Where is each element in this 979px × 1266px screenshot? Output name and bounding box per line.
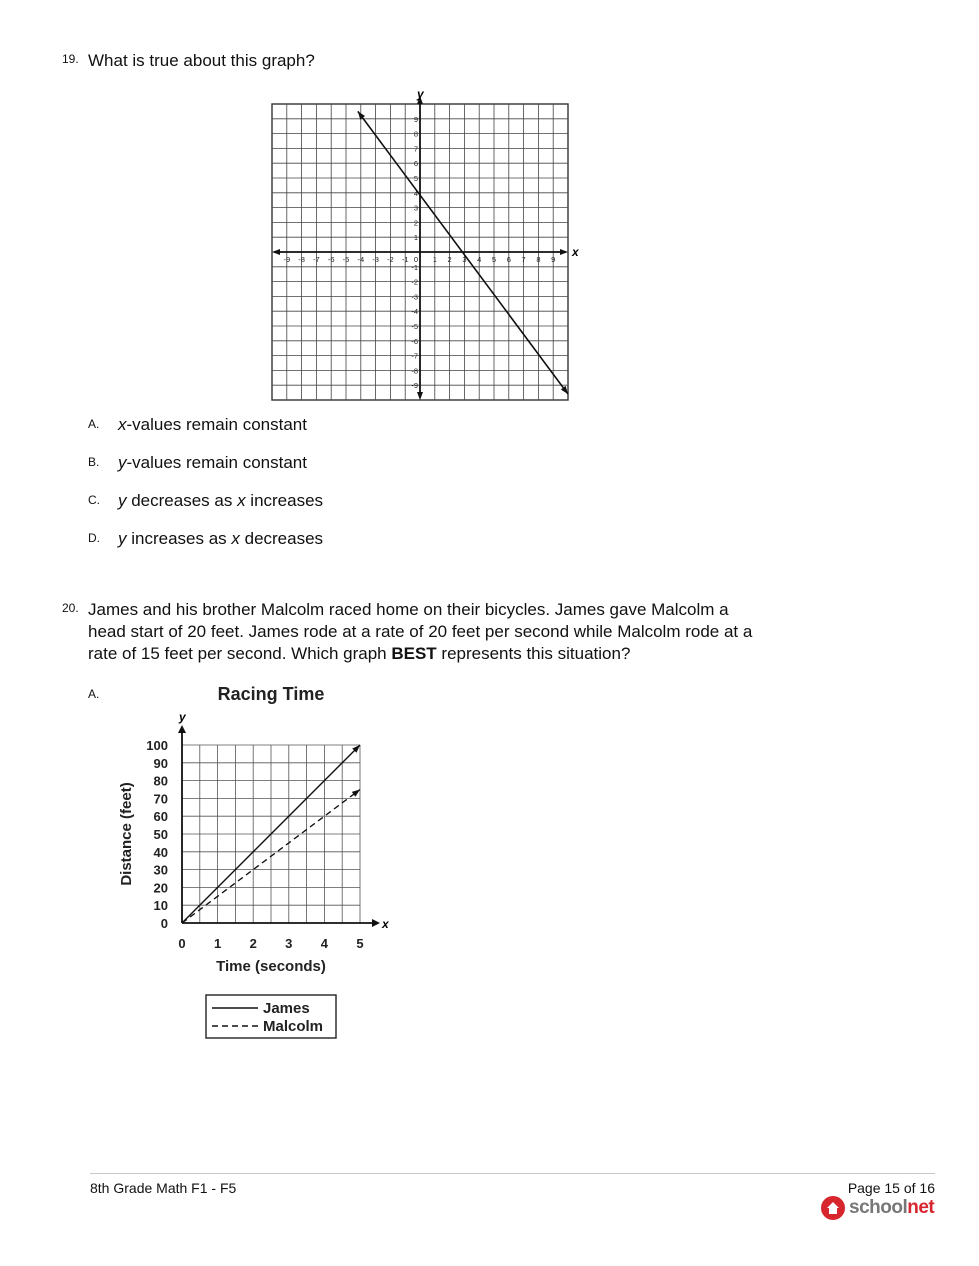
y-tick-label: 80: [153, 773, 168, 789]
footer-course-title: 8th Grade Math F1 - F5: [90, 1180, 237, 1196]
x-tick-label: -7: [313, 255, 320, 264]
option-b-text[interactable]: [118, 453, 307, 473]
y-axis-label: y: [417, 87, 424, 101]
x-axis-arrow: [372, 919, 380, 927]
x-tick-label: 8: [536, 255, 541, 264]
coordinate-plane-graph: [268, 87, 579, 410]
option-c-mid-italic: x: [237, 491, 246, 510]
option-b-rest: -values remain constant: [126, 453, 307, 472]
y-tick-label: 0: [160, 916, 168, 931]
y-tick-label: -4: [411, 307, 418, 317]
x-tick-label: 1: [213, 936, 222, 951]
racing-time-chart[interactable]: [110, 680, 400, 1045]
x-tick-label: 6: [506, 255, 511, 264]
y-tick-label: 60: [153, 809, 168, 825]
option-c-letter: C.: [88, 493, 100, 507]
y-tick-label: -5: [411, 322, 418, 331]
question-19-number: 19.: [62, 52, 79, 66]
y-tick-label: 7: [413, 144, 418, 154]
question-20-line2: head start of 20 feet. James rode at a rate of 20 feet per second while Malcolm rode at a: [88, 622, 753, 641]
x-tick-label: 0: [178, 936, 186, 951]
y-tick-label: 40: [153, 844, 168, 860]
question-20-line1: James and his brother Malcolm raced home on their bicycles. James gave Malcolm a: [88, 600, 729, 619]
y-tick-label: 1: [413, 233, 418, 243]
chart-title: Racing Time: [217, 684, 325, 704]
y-axis-arrow: [178, 725, 186, 733]
x-tick-label: -2: [387, 255, 394, 264]
logo-text-main: school: [849, 1197, 908, 1218]
question-20-number: 20.: [62, 601, 79, 615]
option-d-text[interactable]: [118, 529, 323, 549]
y-tick-label: 30: [153, 862, 168, 878]
y-axis-letter: y: [179, 710, 186, 724]
x-axis-letter: x: [382, 917, 389, 931]
y-tick-label: 50: [153, 827, 168, 842]
footer-page-number: Page 15 of 16: [847, 1180, 935, 1196]
y-tick-label: 6: [413, 159, 418, 169]
y-tick-label: -2: [411, 277, 418, 287]
x-tick-label: -8: [298, 255, 305, 264]
x-axis-arrow-right: [560, 249, 568, 255]
y-tick-label: 10: [153, 898, 168, 914]
option-a-italic: x: [118, 415, 127, 434]
question-20-line3-pre: rate of 15 feet per second. Which graph: [88, 644, 392, 663]
option-c-mid: decreases as: [126, 491, 238, 510]
y-tick-label: -6: [411, 336, 418, 346]
y-tick-label: 9: [413, 114, 418, 124]
y-tick-label: -3: [411, 292, 418, 302]
x-tick-label: -3: [372, 255, 379, 264]
q20-option-a-letter: A.: [88, 687, 100, 701]
schoolnet-logo: [820, 1195, 934, 1221]
option-a-text[interactable]: [118, 415, 307, 435]
y-tick-label: 100: [146, 738, 168, 753]
series-arrow-malcolm: [352, 790, 360, 797]
x-tick-label: 0: [413, 255, 419, 264]
question-20-line3-post: represents this situation?: [436, 644, 631, 663]
option-c-text[interactable]: [118, 491, 323, 511]
y-tick-label: 20: [153, 880, 168, 896]
question-19-text: What is true about this graph?: [88, 51, 315, 70]
footer-divider: [90, 1173, 935, 1174]
y-tick-label: 8: [413, 129, 418, 139]
option-d-letter: D.: [88, 531, 100, 545]
y-tick-label: 2: [413, 218, 418, 228]
y-tick-label: 3: [413, 203, 418, 213]
y-tick-label: -7: [411, 351, 418, 361]
question-20-bold-word: BEST: [391, 644, 437, 663]
option-d-mid: increases as: [126, 529, 232, 548]
x-tick-label: 7: [521, 255, 526, 264]
x-tick-label: 3: [285, 936, 293, 951]
x-tick-label: 2: [447, 255, 452, 264]
x-tick-label: 5: [356, 936, 364, 951]
legend-label-malcolm: Malcolm: [263, 1018, 324, 1035]
x-axis-title: Time (seconds): [216, 958, 326, 975]
y-tick-label: -9: [411, 381, 418, 391]
option-b-letter: B.: [88, 455, 100, 469]
option-a-rest: -values remain constant: [126, 415, 307, 434]
y-tick-label: 4: [413, 188, 418, 198]
question-20-text: [88, 599, 752, 665]
x-tick-label: 5: [491, 255, 497, 264]
x-tick-label: -6: [327, 255, 335, 264]
option-d-italic: y: [118, 529, 127, 548]
x-tick-label: 3: [462, 255, 467, 264]
x-tick-label: -1: [401, 255, 409, 264]
y-tick-label: 5: [413, 174, 418, 183]
x-axis-arrow-left: [272, 249, 280, 255]
option-c-italic: y: [118, 491, 127, 510]
x-axis-label: x: [572, 245, 579, 259]
x-tick-label: 9: [551, 255, 556, 264]
option-d-rest: decreases: [239, 529, 324, 548]
x-tick-label: -5: [342, 255, 350, 264]
x-tick-label: -9: [283, 255, 291, 264]
option-d-mid-italic: x: [231, 529, 240, 548]
schoolnet-house-icon: [820, 1195, 846, 1221]
legend-label-james: James: [263, 1000, 310, 1017]
y-tick-label: 70: [153, 791, 168, 807]
y-tick-label: 90: [153, 755, 168, 771]
y-axis-arrow-down: [417, 392, 423, 400]
option-a-letter: A.: [88, 417, 100, 431]
y-tick-label: -8: [411, 366, 418, 376]
x-tick-label: 1: [432, 255, 437, 264]
logo-text-accent: net: [907, 1197, 935, 1218]
x-tick-label: 4: [320, 936, 329, 951]
x-tick-label: 4: [477, 255, 482, 264]
option-b-italic: y: [118, 453, 127, 472]
option-c-rest: increases: [245, 491, 324, 510]
y-tick-label: -1: [411, 262, 418, 272]
question-20-line3: [88, 643, 752, 665]
y-axis-title: Distance (feet): [118, 782, 135, 886]
x-tick-label: 2: [249, 936, 257, 951]
x-tick-label: -4: [357, 255, 365, 264]
